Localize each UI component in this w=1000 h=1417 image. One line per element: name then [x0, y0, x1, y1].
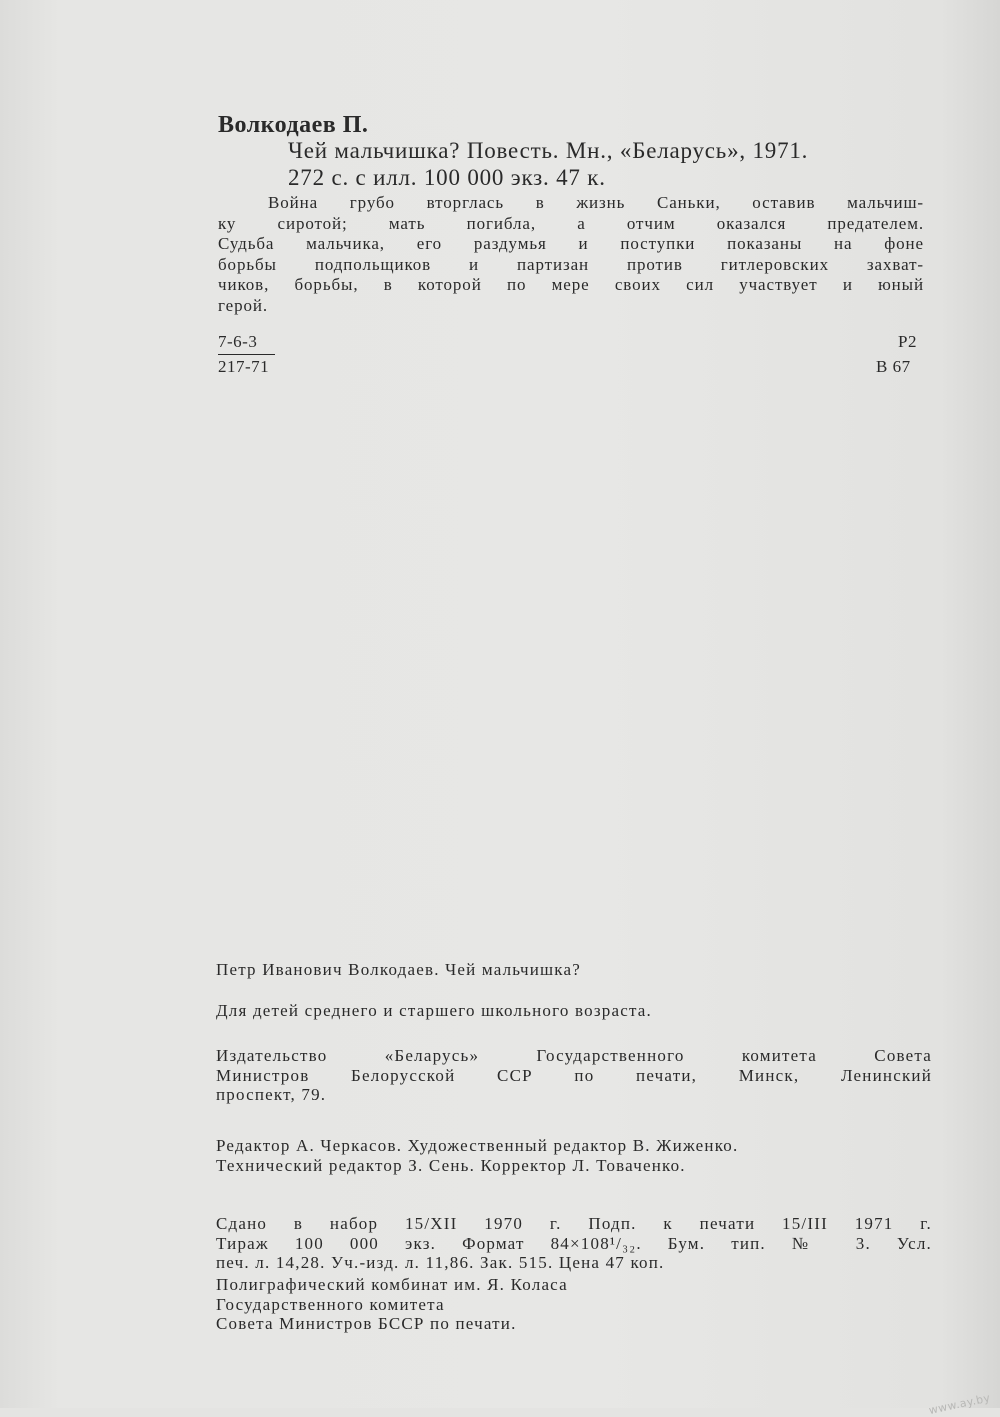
imprint-line: Издательство «Беларусь» Государственного комитета Совета: [216, 1046, 932, 1065]
annotation-paragraph: [218, 193, 924, 316]
imprint-line: проспект, 79.: [216, 1085, 327, 1104]
classification-numerator: 7-6-3: [218, 332, 275, 355]
imprint-editors: [216, 1136, 932, 1175]
imprint-line: Совета Министров БССР по печати.: [216, 1314, 517, 1333]
annotation-line: Судьба мальчика, его раздумья и поступки показаны на фоне: [218, 234, 924, 253]
title-line: 272 с. с илл. 100 000 экз. 47 к.: [288, 165, 606, 190]
imprint-line: Петр Иванович Волкодаев. Чей мальчишка?: [216, 960, 581, 979]
annotation-line: герой.: [218, 295, 269, 315]
imprint-line: Редактор А. Черкасов. Художественный редактор В. Жиженко.: [216, 1136, 739, 1155]
imprint-line: Тираж 100 000 экз. Формат 84×108¹/₃₂. Бум. тип. № 3. Усл.: [216, 1233, 932, 1253]
classification-code-top: Р2: [898, 332, 917, 351]
classification-denominator: 217-71: [218, 357, 270, 376]
imprint-printer: [216, 1275, 932, 1334]
annotation-line: чиков, борьбы, в которой по мере своих сил участвует и юный: [218, 275, 924, 294]
classification-code-bottom: В 67: [876, 357, 911, 376]
imprint-line: Технический редактор З. Сень. Корректор Л. Товаченко.: [216, 1155, 686, 1175]
imprint-line: Полиграфический комбинат им. Я. Коласа: [216, 1275, 568, 1294]
annotation-line: Война грубо вторглась в жизнь Саньки, оставив мальчиш-: [268, 193, 924, 212]
imprint-book-line: [216, 960, 932, 980]
annotation-line: борьбы подпольщиков и партизан против гитлеровских захват-: [218, 254, 924, 274]
title-line: Чей мальчишка? Повесть. Мн., «Беларусь», 1971.: [288, 138, 809, 163]
author-name: Волкодаев П.: [218, 112, 369, 138]
imprint-line: Для детей среднего и старшего школьного возраста.: [216, 1001, 652, 1020]
imprint-publisher: [216, 1046, 932, 1105]
imprint-audience: [216, 1001, 932, 1021]
imprint-line: Государственного комитета: [216, 1294, 445, 1314]
site-watermark: www.ay.by: [928, 1391, 992, 1417]
imprint-line: печ. л. 14,28. Уч.-изд. л. 11,86. Зак. 515. Цена 47 коп.: [216, 1253, 665, 1272]
annotation-line: ку сиротой; мать погибла, а отчим оказался предателем.: [218, 213, 924, 233]
imprint-line: Министров Белорусской ССР по печати, Минск, Ленинский: [216, 1065, 932, 1085]
imprint-line: Сдано в набор 15/XII 1970 г. Подп. к печати 15/III 1971 г.: [216, 1214, 932, 1233]
imprint-print-details: [216, 1214, 932, 1273]
